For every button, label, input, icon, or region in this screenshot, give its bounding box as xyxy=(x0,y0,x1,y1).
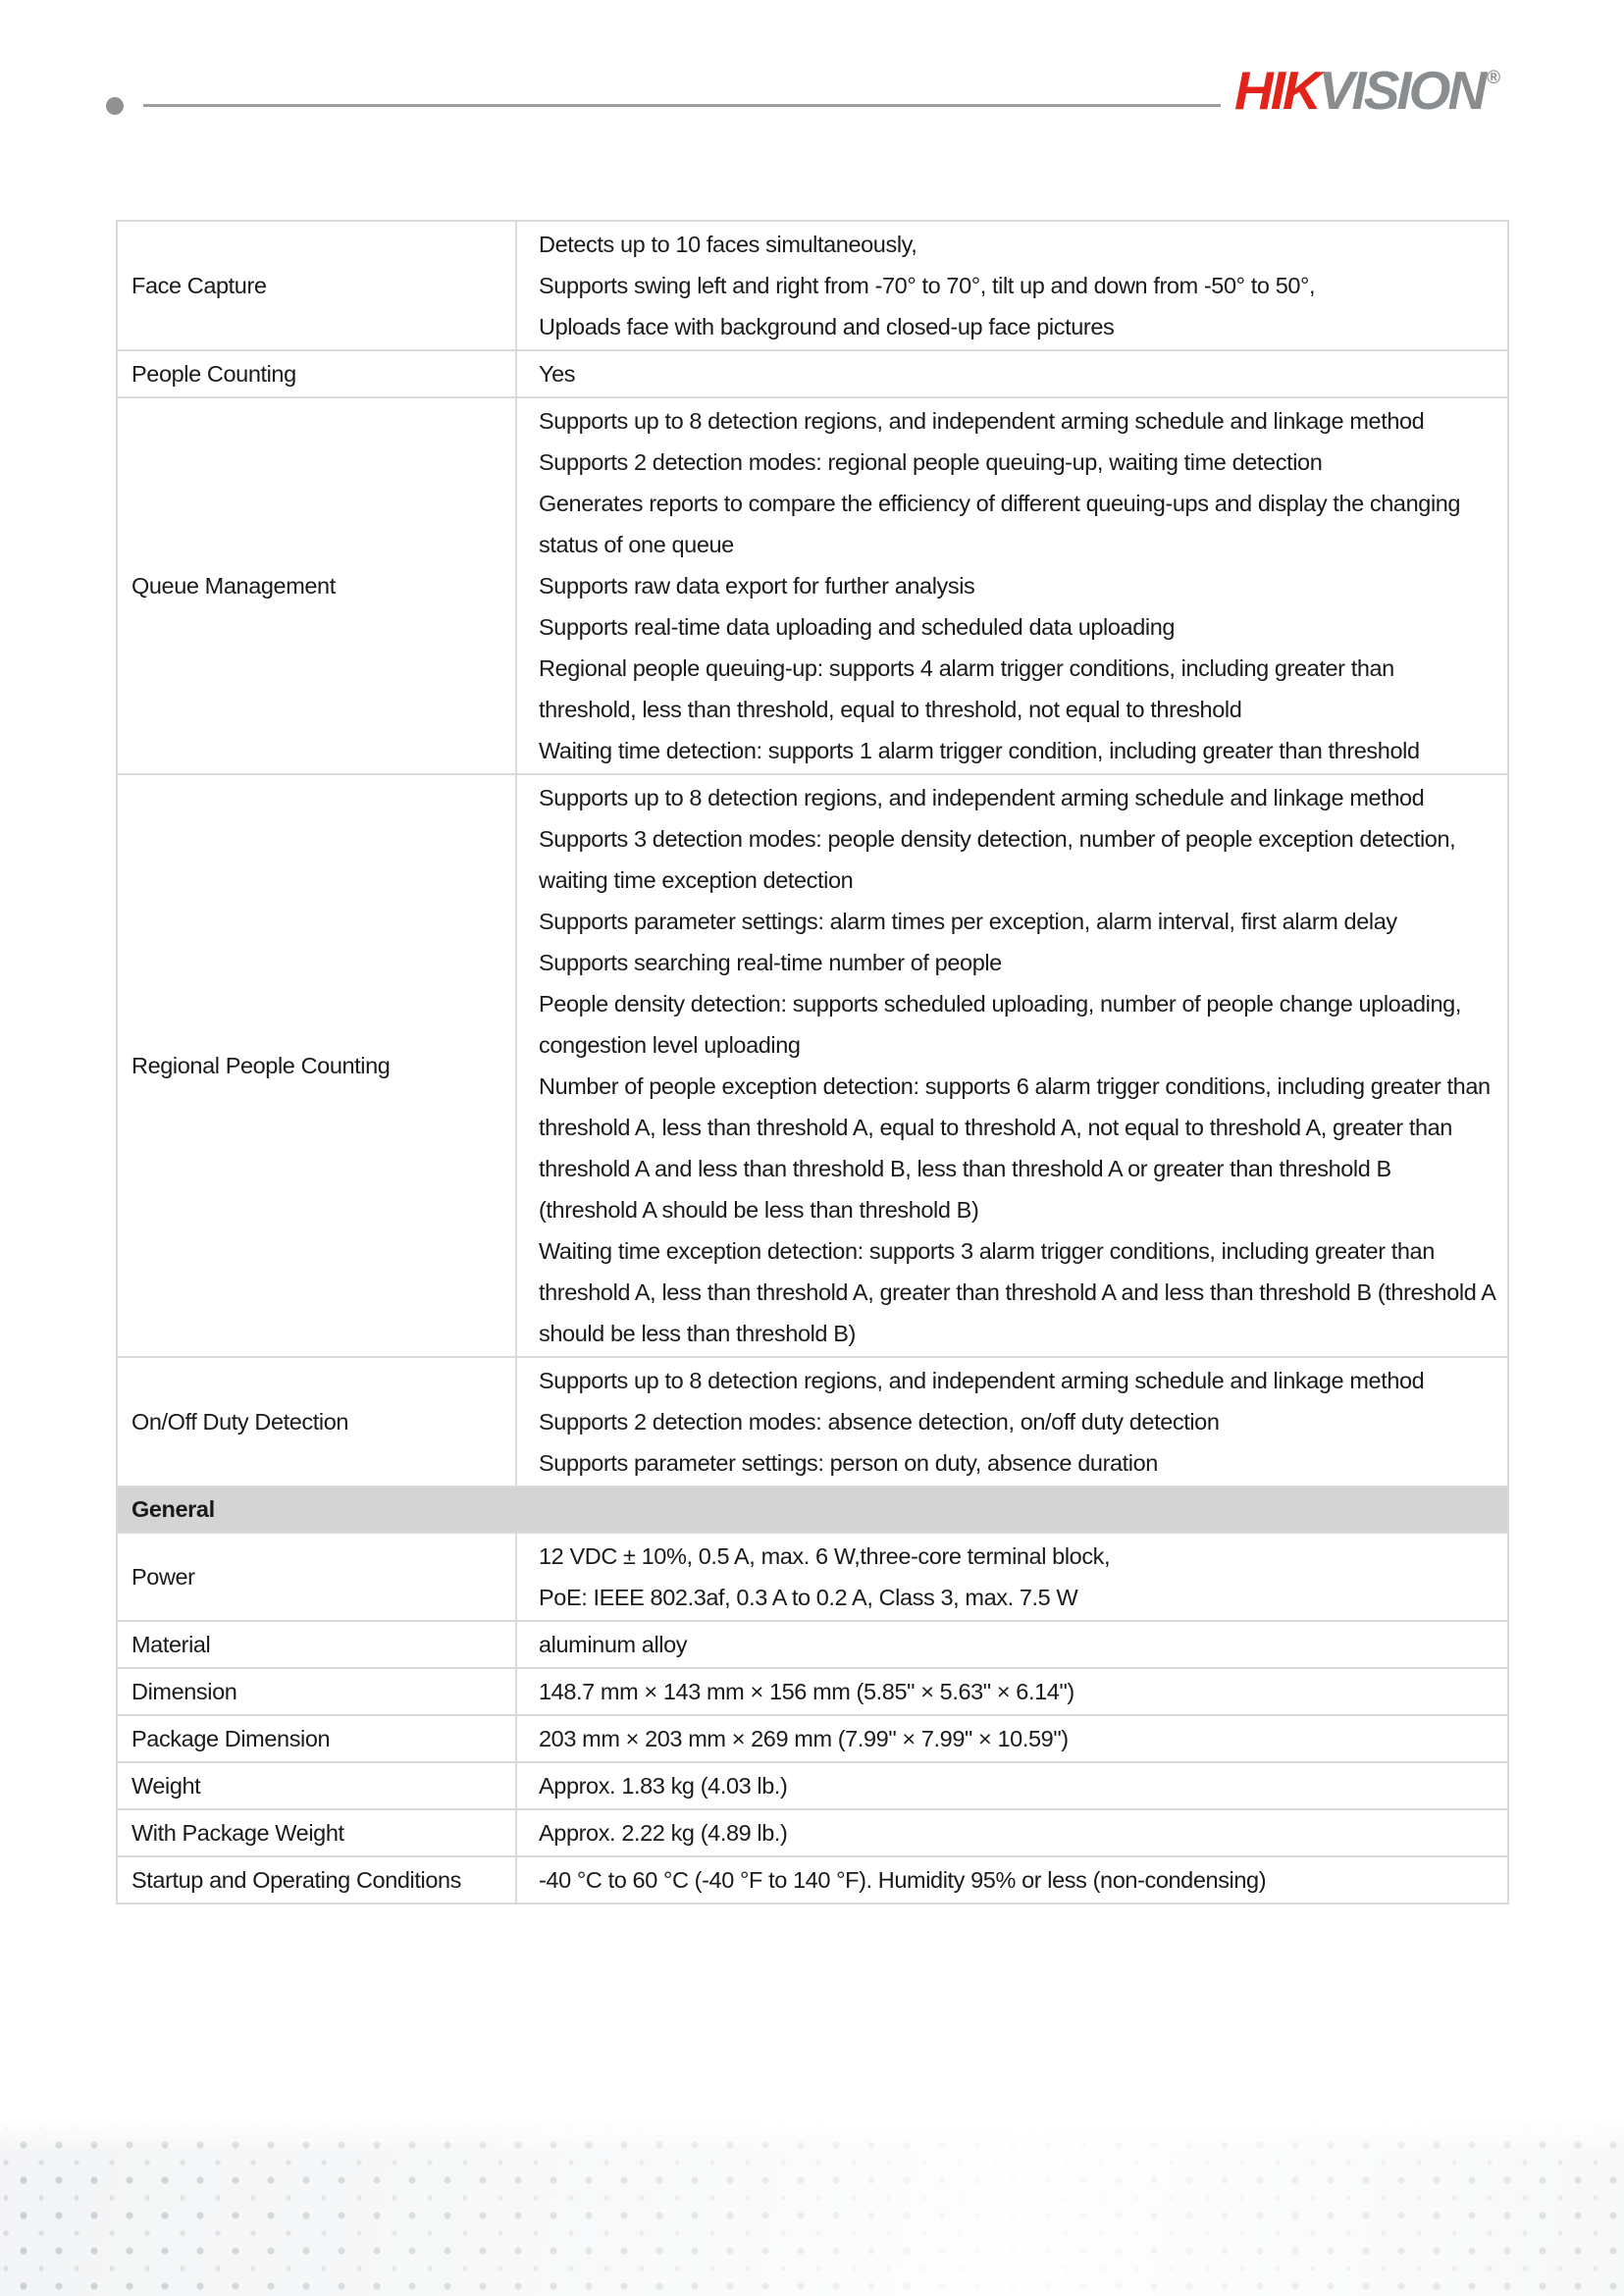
spec-value xyxy=(515,775,1507,1356)
spec-value xyxy=(515,1857,1507,1903)
spec-value xyxy=(515,1716,1507,1761)
spec-value-line: -40 °C to 60 °C (-40 °F to 140 °F). Humidity 95% or less (non-condensing) xyxy=(539,1867,1267,1893)
table-row xyxy=(118,773,1507,1356)
spec-value-line: Supports searching real-time number of people xyxy=(539,950,1002,975)
spec-value-line: Generates reports to compare the efficiency of different queuing-ups and display the changing status of one queue xyxy=(539,491,1461,557)
spec-value-line: 12 VDC ± 10%, 0.5 A, max. 6 W,three-core terminal block, xyxy=(539,1543,1111,1569)
spec-label: Package Dimension xyxy=(131,1726,331,1751)
spec-label: With Package Weight xyxy=(131,1820,344,1846)
registered-trademark-icon: ® xyxy=(1487,68,1501,88)
spec-value-line: Supports 3 detection modes: people density detection, number of people exception detection, waiting time exception detection xyxy=(539,826,1456,893)
spec-value-line: Supports parameter settings: person on duty, absence duration xyxy=(539,1450,1158,1476)
header-rule xyxy=(143,104,1221,107)
spec-value xyxy=(515,351,1507,396)
spec-value-line: Supports 2 detection modes: absence detection, on/off duty detection xyxy=(539,1409,1220,1435)
table-row xyxy=(118,349,1507,396)
spec-value-line: People density detection: supports scheduled uploading, number of people change uploading, congestion level uploading xyxy=(539,991,1461,1058)
spec-value-line: Supports up to 8 detection regions, and independent arming schedule and linkage method xyxy=(539,785,1425,810)
spec-value xyxy=(515,398,1507,773)
spec-label: Queue Management xyxy=(131,573,336,599)
spec-label: Weight xyxy=(131,1773,201,1799)
table-row xyxy=(118,396,1507,773)
spec-label: People Counting xyxy=(131,361,296,387)
spec-label: On/Off Duty Detection xyxy=(131,1409,349,1435)
logo-vision-text: VISION xyxy=(1318,60,1485,121)
spec-value xyxy=(515,222,1507,349)
spec-value-line: Waiting time detection: supports 1 alarm trigger condition, including greater than threshold xyxy=(539,738,1420,763)
table-row xyxy=(118,1667,1507,1714)
logo-hik-text: HIK xyxy=(1234,60,1319,121)
spec-label: Face Capture xyxy=(131,273,267,298)
table-row xyxy=(118,222,1507,349)
spec-value-line: aluminum alloy xyxy=(539,1632,688,1657)
spec-value-line: Supports up to 8 detection regions, and independent arming schedule and linkage method xyxy=(539,1368,1425,1393)
hikvision-logo xyxy=(1234,59,1501,122)
spec-value-line: Supports 2 detection modes: regional people queuing-up, waiting time detection xyxy=(539,449,1323,475)
spec-value xyxy=(515,1669,1507,1714)
table-row xyxy=(118,1532,1507,1620)
spec-value-line: Approx. 1.83 kg (4.03 lb.) xyxy=(539,1773,788,1799)
spec-value xyxy=(515,1622,1507,1667)
spec-label: Startup and Operating Conditions xyxy=(131,1867,462,1893)
spec-table xyxy=(116,220,1509,1905)
spec-value-line: Yes xyxy=(539,361,576,387)
table-row xyxy=(118,1761,1507,1808)
table-row xyxy=(118,1620,1507,1667)
spec-value-line: Detects up to 10 faces simultaneously, xyxy=(539,232,917,257)
bullet-dot-icon xyxy=(106,97,124,115)
spec-label: Regional People Counting xyxy=(131,1053,391,1078)
spec-value-line: Waiting time exception detection: supports 3 alarm trigger conditions, including greater than threshold A, less than threshold A, greater than threshold A and less than threshold B (threshold A should be less than threshold B) xyxy=(539,1238,1495,1346)
spec-value-line: 203 mm × 203 mm × 269 mm (7.99" × 7.99" × 10.59") xyxy=(539,1726,1069,1751)
table-row xyxy=(118,1356,1507,1486)
spec-value-line: Number of people exception detection: supports 6 alarm trigger conditions, including greater than threshold A, less than threshold A, equal to threshold A, not equal to threshold A, greater than threshold A and less than threshold B, less than threshold A or greater than threshold B (threshold A should be less than threshold B) xyxy=(539,1073,1491,1223)
spec-value-line: Supports up to 8 detection regions, and independent arming schedule and linkage method xyxy=(539,408,1425,434)
spec-value-line: Regional people queuing-up: supports 4 alarm trigger conditions, including greater than threshold, less than threshold, equal to threshold, not equal to threshold xyxy=(539,655,1394,722)
spec-value xyxy=(515,1358,1507,1486)
spec-value-line: PoE: IEEE 802.3af, 0.3 A to 0.2 A, Class 3, max. 7.5 W xyxy=(539,1585,1078,1610)
section-header-row: General xyxy=(118,1486,1507,1532)
table-row xyxy=(118,1855,1507,1903)
spec-value-line: Approx. 2.22 kg (4.89 lb.) xyxy=(539,1820,788,1846)
spec-value-line: Supports raw data export for further analysis xyxy=(539,573,975,599)
spec-label: Dimension xyxy=(131,1679,237,1704)
spec-value-line: Uploads face with background and closed-up face pictures xyxy=(539,314,1115,339)
halftone-pattern-decor xyxy=(0,2117,1624,2296)
spec-label: Power xyxy=(131,1564,195,1590)
spec-value-line: Supports parameter settings: alarm times per exception, alarm interval, first alarm delay xyxy=(539,909,1397,934)
spec-value-line: 148.7 mm × 143 mm × 156 mm (5.85" × 5.63" × 6.14") xyxy=(539,1679,1074,1704)
spec-value xyxy=(515,1534,1507,1620)
spec-value-line: Supports real-time data uploading and scheduled data uploading xyxy=(539,614,1176,640)
spec-value-line: Supports swing left and right from -70° to 70°, tilt up and down from -50° to 50°, xyxy=(539,273,1316,298)
table-row xyxy=(118,1808,1507,1855)
spec-value xyxy=(515,1763,1507,1808)
spec-label: Material xyxy=(131,1632,211,1657)
table-row xyxy=(118,1714,1507,1761)
spec-value xyxy=(515,1810,1507,1855)
